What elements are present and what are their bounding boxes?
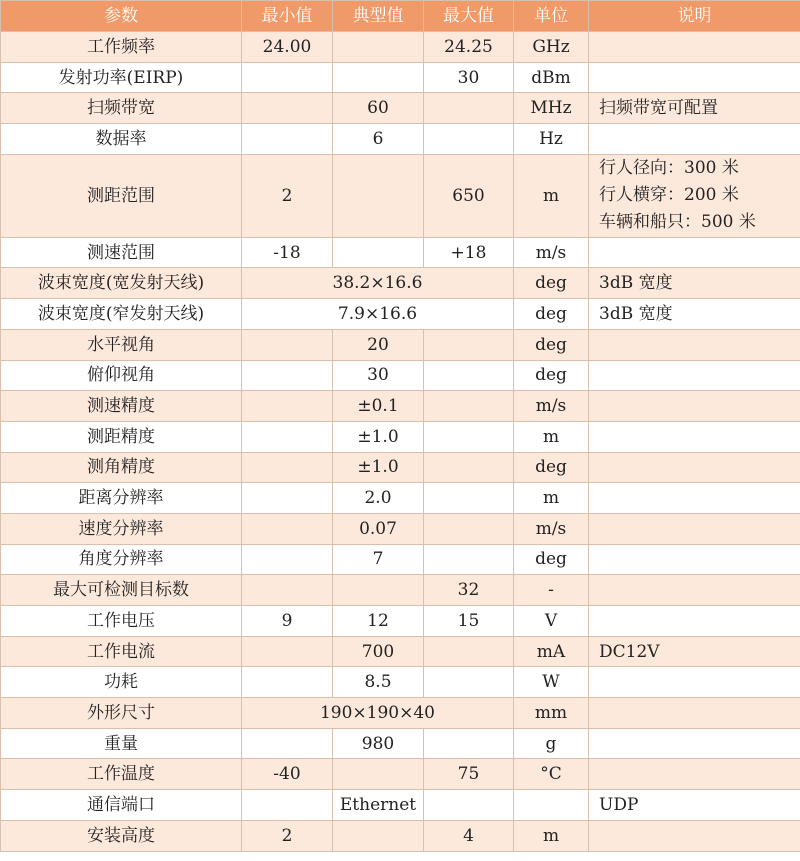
cell-typ (333, 237, 424, 268)
cell-min (242, 62, 333, 93)
cell-max (424, 636, 514, 667)
header-typ: 典型值 (333, 1, 424, 32)
cell-note: UDP (589, 790, 800, 821)
table-row (1, 759, 800, 790)
table-row (1, 667, 800, 698)
cell-min (242, 452, 333, 483)
table-row (1, 268, 800, 299)
cell-param: 俯仰视角 (1, 360, 242, 391)
cell-unit: m (514, 154, 589, 237)
cell-note (589, 452, 800, 483)
cell-param: 工作电流 (1, 636, 242, 667)
cell-note: 3dB 宽度 (589, 268, 800, 299)
cell-max (424, 360, 514, 391)
table-row (1, 299, 800, 330)
cell-unit: MHz (514, 93, 589, 124)
cell-typ (333, 759, 424, 790)
cell-unit: GHz (514, 32, 589, 63)
cell-unit: mm (514, 698, 589, 729)
cell-max (424, 329, 514, 360)
cell-unit: mA (514, 636, 589, 667)
table-row (1, 93, 800, 124)
cell-min (242, 93, 333, 124)
cell-min (242, 329, 333, 360)
cell-max (424, 124, 514, 155)
cell-param: 测距范围 (1, 154, 242, 237)
cell-note (589, 32, 800, 63)
cell-max: 4 (424, 820, 514, 851)
cell-param: 发射功率(EIRP) (1, 62, 242, 93)
table-row (1, 329, 800, 360)
cell-min (242, 360, 333, 391)
cell-max: 15 (424, 606, 514, 637)
cell-param: 通信端口 (1, 790, 242, 821)
table-row (1, 32, 800, 63)
cell-unit: g (514, 728, 589, 759)
cell-max: 30 (424, 62, 514, 93)
cell-typ: 980 (333, 728, 424, 759)
cell-max: 24.25 (424, 32, 514, 63)
cell-param: 水平视角 (1, 329, 242, 360)
cell-max: 650 (424, 154, 514, 237)
cell-max (424, 667, 514, 698)
cell-unit: deg (514, 452, 589, 483)
cell-note (589, 124, 800, 155)
table-row (1, 124, 800, 155)
header-max: 最大值 (424, 1, 514, 32)
cell-note (589, 698, 800, 729)
cell-min (242, 790, 333, 821)
cell-param: 最大可检测目标数 (1, 575, 242, 606)
cell-note (589, 421, 800, 452)
cell-min (242, 544, 333, 575)
cell-unit: deg (514, 329, 589, 360)
cell-min: -18 (242, 237, 333, 268)
cell-param: 扫频带宽 (1, 93, 242, 124)
cell-typ: ±0.1 (333, 391, 424, 422)
note-line: 车辆和船只：500 米 (599, 212, 756, 233)
table-row (1, 391, 800, 422)
cell-typ: 20 (333, 329, 424, 360)
cell-min (242, 636, 333, 667)
cell-typ: ±1.0 (333, 452, 424, 483)
cell-param: 工作温度 (1, 759, 242, 790)
cell-min (242, 667, 333, 698)
table-row (1, 421, 800, 452)
cell-note (589, 667, 800, 698)
cell-max: +18 (424, 237, 514, 268)
cell-note (589, 759, 800, 790)
cell-note (589, 360, 800, 391)
cell-min (242, 483, 333, 514)
cell-param: 测距精度 (1, 421, 242, 452)
cell-unit: V (514, 606, 589, 637)
cell-unit (514, 790, 589, 821)
cell-unit: deg (514, 360, 589, 391)
cell-min: -40 (242, 759, 333, 790)
cell-note: 3dB 宽度 (589, 299, 800, 330)
cell-min (242, 421, 333, 452)
cell-unit: deg (514, 268, 589, 299)
cell-typ: 12 (333, 606, 424, 637)
cell-max: 75 (424, 759, 514, 790)
header-note: 说明 (589, 1, 800, 32)
cell-note (589, 513, 800, 544)
cell-param: 测速精度 (1, 391, 242, 422)
table-row (1, 513, 800, 544)
cell-unit: m/s (514, 391, 589, 422)
cell-max (424, 790, 514, 821)
cell-unit: m/s (514, 237, 589, 268)
cell-typ: 7 (333, 544, 424, 575)
cell-typ: 700 (333, 636, 424, 667)
cell-unit: W (514, 667, 589, 698)
cell-param: 速度分辨率 (1, 513, 242, 544)
note-line: 行人横穿：200 米 (599, 185, 739, 206)
cell-note: DC12V (589, 636, 800, 667)
cell-param: 外形尺寸 (1, 698, 242, 729)
cell-typ (333, 820, 424, 851)
cell-typ: 60 (333, 93, 424, 124)
cell-max (424, 421, 514, 452)
cell-unit: deg (514, 544, 589, 575)
cell-merged-value: 38.2×16.6 (242, 268, 514, 299)
cell-typ: Ethernet (333, 790, 424, 821)
note-line: 行人径向：300 米 (599, 158, 739, 179)
cell-note (589, 820, 800, 851)
header-min: 最小值 (242, 1, 333, 32)
table-row (1, 360, 800, 391)
cell-typ: ±1.0 (333, 421, 424, 452)
table-row (1, 62, 800, 93)
cell-unit: °C (514, 759, 589, 790)
cell-min: 9 (242, 606, 333, 637)
cell-unit: - (514, 575, 589, 606)
cell-min (242, 575, 333, 606)
cell-typ: 2.0 (333, 483, 424, 514)
table-row (1, 154, 800, 237)
cell-min: 2 (242, 820, 333, 851)
cell-unit: m (514, 483, 589, 514)
cell-param: 功耗 (1, 667, 242, 698)
cell-note (589, 544, 800, 575)
cell-typ (333, 575, 424, 606)
cell-unit: m/s (514, 513, 589, 544)
cell-typ: 0.07 (333, 513, 424, 544)
cell-note (589, 391, 800, 422)
cell-typ: 8.5 (333, 667, 424, 698)
cell-note (589, 728, 800, 759)
table-row (1, 452, 800, 483)
header-param: 参数 (1, 1, 242, 32)
table-row (1, 575, 800, 606)
table-row (1, 606, 800, 637)
cell-max (424, 728, 514, 759)
cell-unit: m (514, 820, 589, 851)
cell-param: 测角精度 (1, 452, 242, 483)
cell-unit: Hz (514, 124, 589, 155)
cell-unit: dBm (514, 62, 589, 93)
cell-min (242, 513, 333, 544)
cell-param: 工作频率 (1, 32, 242, 63)
cell-note (589, 483, 800, 514)
cell-typ: 6 (333, 124, 424, 155)
table-row (1, 820, 800, 851)
cell-note (589, 154, 800, 237)
cell-param: 安装高度 (1, 820, 242, 851)
cell-param: 波束宽度(窄发射天线) (1, 299, 242, 330)
cell-param: 角度分辨率 (1, 544, 242, 575)
cell-note (589, 329, 800, 360)
table-header-row (1, 1, 800, 32)
cell-typ (333, 62, 424, 93)
cell-param: 距离分辨率 (1, 483, 242, 514)
cell-typ (333, 154, 424, 237)
cell-typ (333, 32, 424, 63)
cell-param: 波束宽度(宽发射天线) (1, 268, 242, 299)
table-row (1, 790, 800, 821)
cell-max (424, 544, 514, 575)
cell-min (242, 728, 333, 759)
cell-param: 重量 (1, 728, 242, 759)
cell-param: 工作电压 (1, 606, 242, 637)
cell-typ: 30 (333, 360, 424, 391)
table-row (1, 237, 800, 268)
table-row (1, 728, 800, 759)
cell-max (424, 93, 514, 124)
cell-note: 扫频带宽可配置 (589, 93, 800, 124)
cell-merged-value: 7.9×16.6 (242, 299, 514, 330)
cell-note (589, 575, 800, 606)
cell-min (242, 391, 333, 422)
cell-min: 24.00 (242, 32, 333, 63)
cell-min: 2 (242, 154, 333, 237)
cell-min (242, 124, 333, 155)
table-row (1, 698, 800, 729)
cell-unit: deg (514, 299, 589, 330)
cell-param: 数据率 (1, 124, 242, 155)
cell-max: 32 (424, 575, 514, 606)
cell-max (424, 513, 514, 544)
cell-max (424, 391, 514, 422)
cell-max (424, 483, 514, 514)
header-unit: 单位 (514, 1, 589, 32)
cell-merged-value: 190×190×40 (242, 698, 514, 729)
cell-max (424, 452, 514, 483)
table-row (1, 544, 800, 575)
table-row (1, 636, 800, 667)
cell-note (589, 62, 800, 93)
cell-unit: m (514, 421, 589, 452)
cell-note (589, 606, 800, 637)
cell-param: 测速范围 (1, 237, 242, 268)
table-row (1, 483, 800, 514)
cell-note (589, 237, 800, 268)
